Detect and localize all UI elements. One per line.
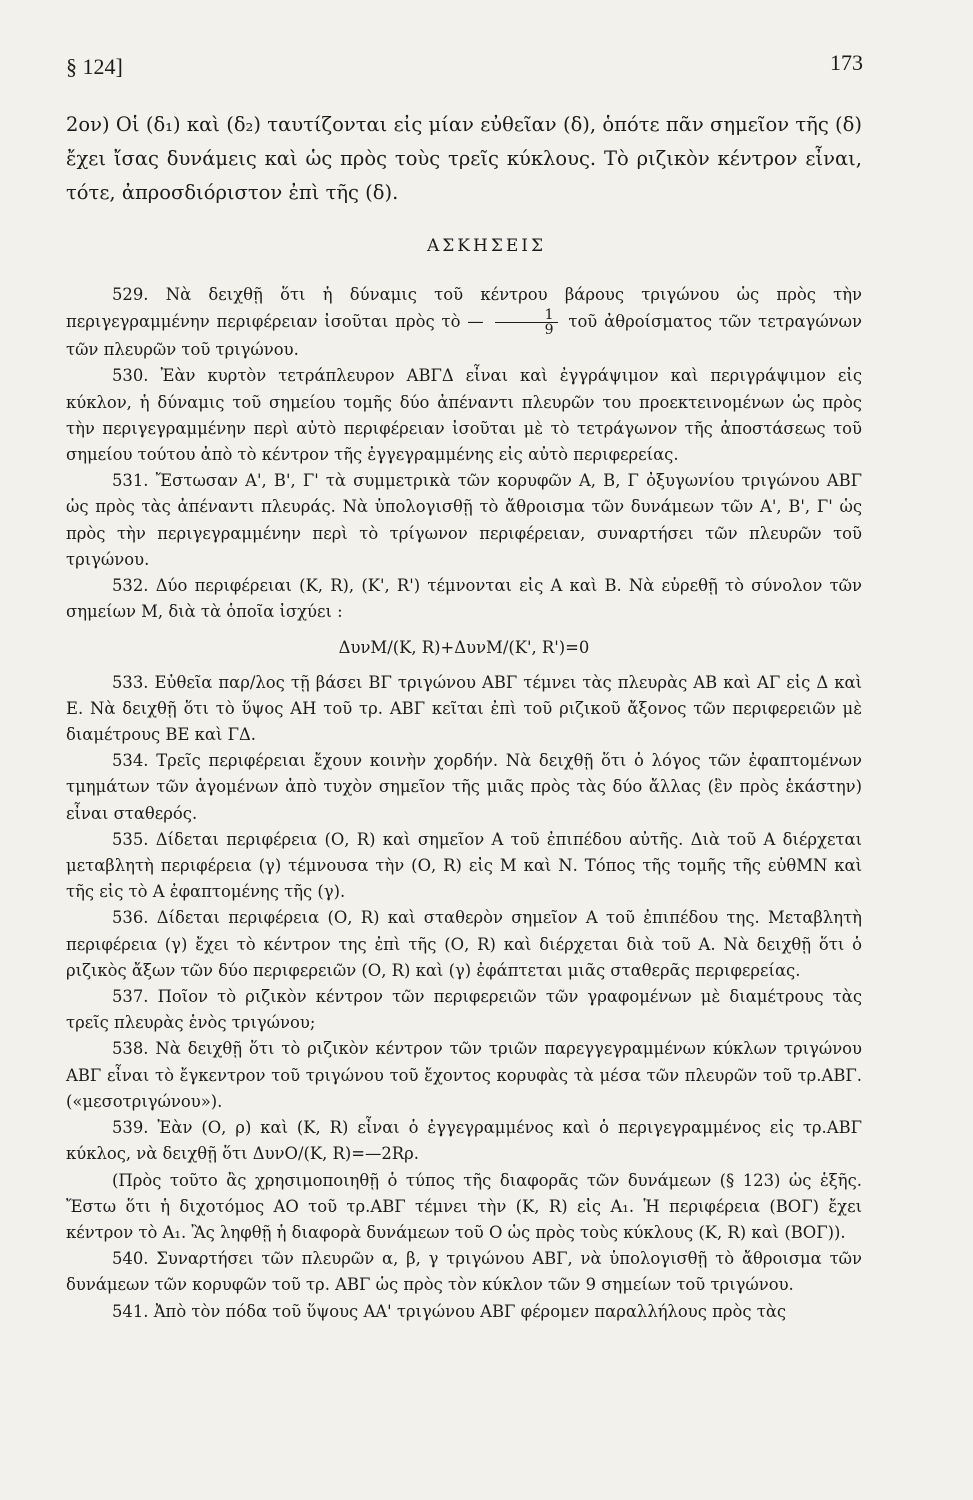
- exercise-530: 530. Ἐὰν κυρτὸν τετράπλευρον ΑΒΓΔ εἶναι καὶ ἐγγράψιμον καὶ περιγράψιμον εἰς κύκλον, ἡ δύναμις τοῦ σημείου τομῆς δύο ἀπέναντι πλευρῶν του προεκτεινομένων ὡς πρὸς τὴν περιγεγραμμένην περὶ αὐτὸ περιφέρειαν ἰσοῦται μὲ τὸ τετράγωνον τῆς ἀποστάσεως τοῦ σημείου τούτου ἀπὸ τὸ κέντρον τῆς ἐγγεγραμμένης εἰς αὐτὸ περιφερείας.: [66, 366, 862, 465]
- section-reference: § 124]: [66, 54, 123, 79]
- exercise-529-text-a: 529. Νὰ δειχθῇ ὅτι ἡ δύναμις τοῦ κέντρου βάρους τριγώνου ὡς πρὸς τὴν περιγεγραμμένην περιφέρειαν ἰσοῦται πρὸς τὸ —: [66, 285, 862, 332]
- exercise-529-text-b: τοῦ ἀθροίσματος τῶν τετραγώνων τῶν πλευρῶν τοῦ τριγώνου.: [66, 312, 862, 360]
- exercise-539-hint: (Πρὸς τοῦτο ἂς χρησιμοποιηθῇ ὁ τύπος τῆς διαφορᾶς τῶν δυνάμεων (§ 123) ὡς ἑξῆς. Ἔστω ὅτι ἡ διχοτόμος ΑΟ τοῦ τρ.ΑΒΓ τέμνει τὴν (Κ, R) εἰς Α₁. Ἡ περιφέρεια (ΒΟΓ) ἔχει κέντρον τὸ Α₁. Ἂς ληφθῇ ἡ διαφορὰ δυνάμεων τοῦ Ο ὡς πρὸς τοὺς κύκλους (Κ, R) καὶ (ΒΟΓ)).: [66, 1170, 862, 1242]
- exercise-540: 540. Συναρτήσει τῶν πλευρῶν α, β, γ τριγώνου ΑΒΓ, νὰ ὑπολογισθῇ τὸ ἄθροισμα τῶν δυνάμεων τῶν κορυφῶν τοῦ τρ. ΑΒΓ ὡς πρὸς τὸν κύκλον τῶν 9 σημείων τοῦ τριγώνου.: [66, 1249, 862, 1295]
- exercise-535: 535. Δίδεται περιφέρεια (Ο, R) καὶ σημεῖον Α τοῦ ἐπιπέδου αὐτῆς. Διὰ τοῦ Α διέρχεται μεταβλητὴ περιφέρεια (γ) τέμνουσα τὴν (Ο, R) εἰς Μ καὶ Ν. Τόπος τῆς τομῆς τῆς εὐθΜΝ καὶ τῆς εἰς τὸ Α ἐφαπτομένης τῆς (γ).: [66, 829, 862, 902]
- exercise-533: 533. Εὐθεῖα παρ/λος τῇ βάσει ΒΓ τριγώνου ΑΒΓ τέμνει τὰς πλευρὰς ΑΒ καὶ ΑΓ εἰς Δ καὶ Ε. Νὰ δειχθῇ ὅτι τὸ ὕψος ΑΗ τοῦ τρ. ΑΒΓ κεῖται ἐπὶ τοῦ ριζικοῦ ἄξονος τῶν περιφερειῶν μὲ διαμέτρους ΒΕ καὶ ΓΔ.: [66, 672, 862, 745]
- exercise-532-formula: ΔυνΜ/(Κ, R)+ΔυνΜ/(Κ', R')=0: [338, 638, 590, 658]
- page-header: [66, 50, 863, 90]
- exercise-529: [66, 282, 862, 363]
- exercises: [66, 282, 862, 1325]
- fraction-one-ninth: [495, 308, 558, 337]
- intro-paragraph: 2ον) Οἱ (δ₁) καὶ (δ₂) ταυτίζονται εἰς μίαν εὐθεῖαν (δ), ὁπότε πᾶν σημεῖον τῆς (δ) ἔχει ἴσας δυνάμεις καὶ ὡς πρὸς τοὺς τρεῖς κύκλους. Τὸ ριζικὸν κέντρον εἶναι, τότε, ἀπροσδιόριστον ἐπὶ τῆς (δ).: [66, 113, 862, 204]
- exercise-532: [66, 573, 862, 662]
- fraction-numerator: 1: [495, 308, 558, 323]
- exercise-531: 531. Ἔστωσαν Α', Β', Γ' τὰ συμμετρικὰ τῶν κορυφῶν Α, Β, Γ ὀξυγωνίου τριγώνου ΑΒΓ ὡς πρὸς τὰς ἀπέναντι πλευράς. Νὰ ὑπολογισθῇ τὸ ἄθροισμα τῶν δυνάμεων τῶν Α', Β', Γ' ὡς πρὸς τὴν περιγεγραμμένην περὶ τὸ τρίγωνον περιφέρειαν, συναρτήσει τῶν πλευρῶν τοῦ τριγώνου.: [66, 471, 862, 569]
- page-number: 173: [830, 50, 863, 75]
- exercise-539: 539. Ἐὰν (Ο, ρ) καὶ (Κ, R) εἶναι ὁ ἐγγεγραμμένος καὶ ὁ περιγεγραμμένος εἰς τρ.ΑΒΓ κύκλος, νὰ δειχθῇ ὅτι ΔυνΟ/(Κ, R)=—2Rρ.: [66, 1118, 862, 1164]
- exercise-541: 541. Ἀπὸ τὸν πόδα τοῦ ὕψους ΑΑ' τριγώνου ΑΒΓ φέρομεν παραλλήλους πρὸς τὰς: [112, 1301, 787, 1321]
- exercise-536: 536. Δίδεται περιφέρεια (Ο, R) καὶ σταθερὸν σημεῖον Α τοῦ ἐπιπέδου της. Μεταβλητὴ περιφέρεια (γ) ἔχει τὸ κέντρον της ἐπὶ τῆς (Ο, R) καὶ διέρχεται διὰ τοῦ Α. Νὰ δειχθῇ ὅτι ὁ ριζικὸς ἄξων τῶν δύο περιφερειῶν (Ο, R) καὶ (γ) ἐφάπτεται μιᾶς σταθερᾶς περιφερείας.: [66, 908, 862, 980]
- exercise-532-text: 532. Δύο περιφέρειαι (Κ, R), (Κ', R') τέμνονται εἰς Α καὶ Β. Νὰ εὑρεθῇ τὸ σύνολον τῶν σημείων Μ, διὰ τὰ ὁποῖα ἰσχύει :: [66, 576, 862, 622]
- exercise-534: 534. Τρεῖς περιφέρειαι ἔχουν κοινὴν χορδήν. Νὰ δειχθῇ ὅτι ὁ λόγος τῶν ἐφαπτομένων τμημάτων τῶν ἀγομένων ἀπὸ τυχὸν σημεῖον τῆς μιᾶς πρὸς τὰς δύο ἄλλας (ἓν πρὸς ἑκάστην) εἶναι σταθερός.: [66, 751, 862, 823]
- section-title: ΑΣΚΗΣΕΙΣ: [427, 236, 546, 256]
- exercise-538: 538. Νὰ δειχθῇ ὅτι τὸ ριζικὸν κέντρον τῶν τριῶν παρεγγεγραμμένων κύκλων τριγώνου ΑΒΓ εἶναι τὸ ἔγκεντρον τοῦ τριγώνου τοῦ ἔχοντος κορυφὰς τὰ μέσα τῶν πλευρῶν τοῦ τρ.ΑΒΓ. («μεσοτριγώνου»).: [66, 1039, 862, 1111]
- exercise-537: 537. Ποῖον τὸ ριζικὸν κέντρον τῶν περιφερειῶν τῶν γραφομένων μὲ διαμέτρους τὰς τρεῖς πλευρὰς ἑνὸς τριγώνου;: [66, 987, 862, 1033]
- fraction-denominator: 9: [544, 322, 554, 339]
